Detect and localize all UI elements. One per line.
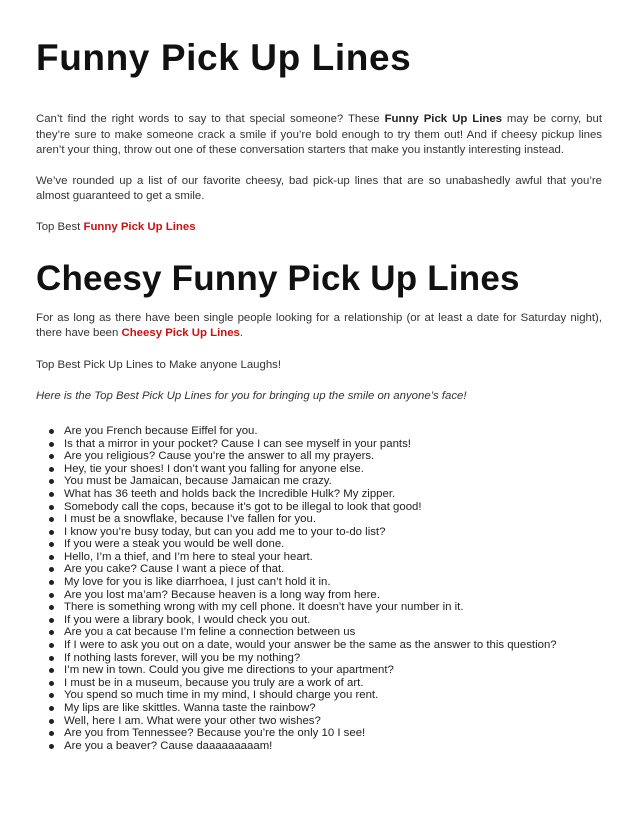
intro-paragraph-1	[36, 112, 602, 159]
pick-up-lines-list	[36, 425, 602, 752]
list-item: Is that a mirror in your pocket? Cause I can see myself in your pants!	[64, 438, 602, 451]
section-paragraph-2: Top Best Pick Up Lines to Make anyone Laughs!	[36, 358, 282, 371]
page-title: Funny Pick Up Lines	[36, 37, 412, 78]
list-item: Are you religious? Cause you’re the answer to all my prayers.	[64, 450, 602, 463]
list-item: My lips are like skittles. Wanna taste the rainbow?	[64, 702, 602, 715]
list-item: You spend so much time in my mind, I should charge you rent.	[64, 689, 602, 702]
list-item: I must be a snowflake, because I’ve fallen for you.	[64, 513, 602, 526]
list-item: Somebody call the cops, because it’s got to be illegal to look that good!	[64, 501, 602, 514]
list-item: What has 36 teeth and holds back the Incredible Hulk? My zipper.	[64, 488, 602, 501]
section-text-1: For as long as there have been single people looking for a relationship (or at least a date for Saturday night), there have been	[36, 311, 602, 340]
list-item: You must be Jamaican, because Jamaican me crazy.	[64, 475, 602, 488]
list-item: My love for you is like diarrhoea, I just can’t hold it in.	[64, 576, 602, 589]
list-item: I’m new in town. Could you give me directions to your apartment?	[64, 664, 602, 677]
list-item: If nothing lasts forever, will you be my nothing?	[64, 652, 602, 665]
section-title: Cheesy Funny Pick Up Lines	[36, 258, 520, 298]
section-paragraph-1	[36, 311, 602, 342]
list-item: Hello, I’m a thief, and I’m here to steal your heart.	[64, 551, 602, 564]
list-item: I know you’re busy today, but can you add me to your to-do list?	[64, 526, 602, 539]
list-item: Are you French because Eiffel for you.	[64, 425, 602, 438]
list-item: Hey, tie your shoes! I don’t want you falling for anyone else.	[64, 463, 602, 476]
cheesy-pick-up-lines-link[interactable]: Cheesy Pick Up Lines	[121, 327, 240, 340]
list-item: Are you cake? Cause I want a piece of that.	[64, 563, 602, 576]
list-item: There is something wrong with my cell phone. It doesn’t have your number in it.	[64, 601, 602, 614]
intro-top-best-text: Top Best	[36, 220, 84, 233]
intro-paragraph-2: We’ve rounded up a list of our favorite cheesy, bad pick-up lines that are so unabashedly awful that you’re almost guaranteed to get a smile.	[36, 174, 602, 203]
list-item: If you were a steak you would be well done.	[64, 538, 602, 551]
list-item: I must be in a museum, because you truly are a work of art.	[64, 677, 602, 690]
section-paragraph-3: Here is the Top Best Pick Up Lines for you for bringing up the smile on anyone’s face!	[36, 390, 467, 403]
intro-bold-keyword: Funny Pick Up Lines	[384, 113, 502, 125]
intro-text-2: may be corny, but they’re sure to make someone crack a smile if you’re bold enough to try them out! And if cheesy pickup lines aren’t your thing, throw out one of these conversation starters that make you instantly interesting instead.	[36, 113, 602, 157]
list-item: Are you from Tennessee? Because you’re the only 10 I see!	[64, 727, 602, 740]
funny-pick-up-lines-link[interactable]: Funny Pick Up Lines	[83, 220, 196, 233]
intro-text-1: Can’t find the right words to say to that special someone? These	[36, 113, 385, 125]
list-item: If I were to ask you out on a date, would your answer be the same as the answer to this question?	[64, 639, 602, 652]
list-item: Are you lost ma’am? Because heaven is a long way from here.	[64, 589, 602, 602]
list-item: If you were a library book, I would check you out.	[64, 614, 602, 627]
section-text-2: .	[239, 327, 244, 340]
list-item: Well, here I am. What were your other two wishes?	[64, 715, 602, 728]
intro-paragraph-3	[36, 220, 602, 236]
list-item: Are you a cat because I’m feline a connection between us	[64, 626, 602, 639]
list-item: Are you a beaver? Cause daaaaaaaaam!	[64, 740, 602, 753]
